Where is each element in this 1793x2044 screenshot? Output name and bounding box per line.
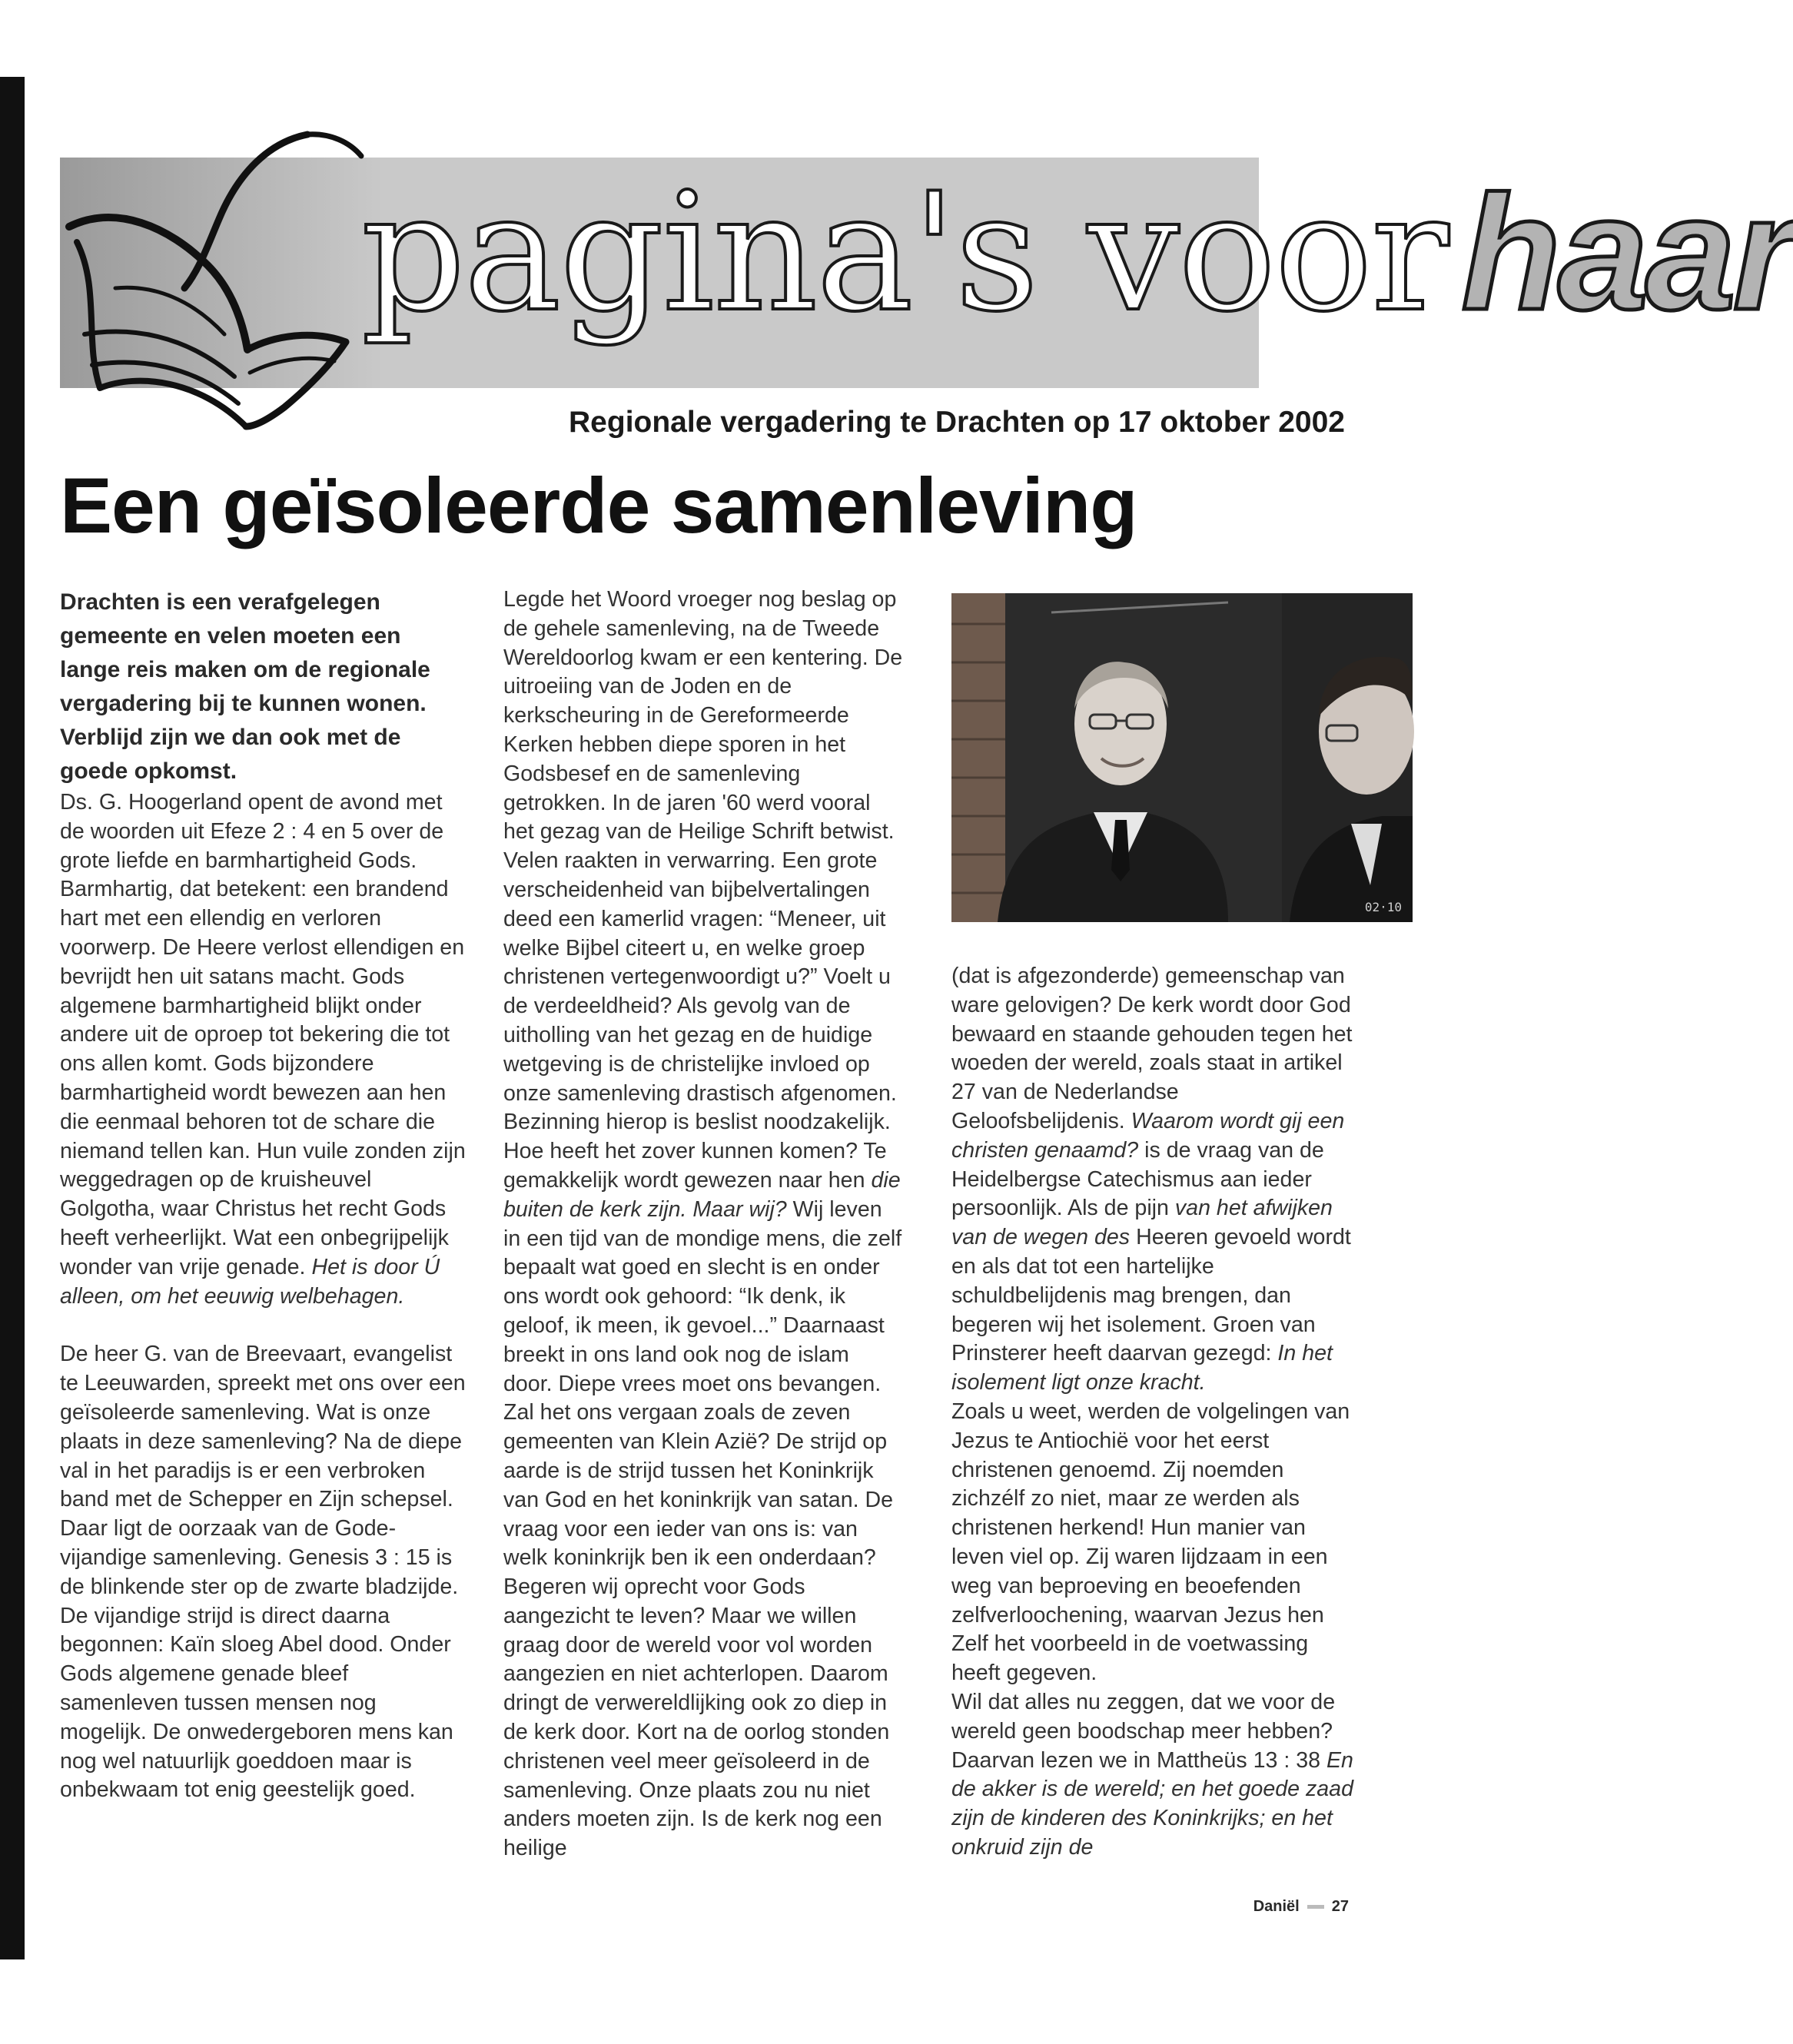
col3-italic-a: Waarom wordt gij een christen genaamd? <box>951 1108 1345 1163</box>
col3-italic-b: van het afwijken van de wegen des <box>951 1196 1333 1250</box>
article-lead: Drachten is een verafgelegen gemeente en velen moeten een lange reis maken om de regionale vergadering bij te kunnen wonen. Verblijd zijn we dan ook met de goede opkomst. <box>60 589 430 784</box>
column-3 <box>951 962 1355 1863</box>
speakers-photo-image <box>951 593 1413 922</box>
col2-text-a: Legde het Woord vroeger nog beslag op de gehele samenleving, na de Tweede Wereldoorlog kwam er een kentering. De uitroeiing van de Joden en de kerkscheuring in de Gereformeerde Kerken hebben diepe sporen in het Godsbesef en de samenleving getrokken. In de jaren '60 werd vooral het gezag van de Heilige Schrift betwist. Velen raakten in verwarring. Een grote verscheidenheid van bijbelvertalingen deed een kamerlid vragen: “Meneer, uit welke Bijbel citeert u, en welke groep christenen vertegenwoordigt u?” Voelt u de verdeeldheid? Als gevolg van de uitholling van het gezag en de huidige wetgeving is de christelijke invloed op onze samenleving drastisch afgenomen. Bezinning hierop is beslist noodzakelijk. Hoe heeft het zover kunnen komen? Te gemakkelijk wordt gewezen naar hen <box>503 587 903 1193</box>
paragraph-church <box>951 962 1355 1398</box>
paragraph-opening-text: Ds. G. Hoogerland opent de avond met de woorden uit Efeze 2 : 4 en 5 over de grote liefde en barmhartigheid Gods. Barmhartig, dat betekent: een brandend hart met een ellendig en verloren voorwerp. De Heere verlost ellendigen en bevrijdt hen uit satans macht. Gods algemene barmhartigheid blijkt onder andere uit de oproep tot bekering die tot ons allen komt. Gods bijzondere barmhartigheid wordt bewezen aan hen die eenmaal behoren tot de schare die niemand tellen kan. Hun vuile zonden zijn weggedragen op de kruisheuvel Golgotha, waar Christus het recht Gods heeft verheerlijkt. Wat een onbegrijpelijk wonder van vrije genade. <box>60 790 466 1279</box>
footer-separator <box>1307 1905 1324 1909</box>
col3-italic-d: En de akker is de wereld; en het goede zaad zijn de kinderen des Koninkrijks; en het onkruid zijn de <box>951 1747 1353 1860</box>
column-2 <box>503 586 903 1863</box>
page-number: 27 <box>1331 1898 1349 1915</box>
paragraph-message <box>951 1688 1355 1863</box>
article-kicker: Regionale vergadering te Drachten op 17 oktober 2002 <box>569 406 1345 439</box>
page-footer <box>1253 1898 1349 1916</box>
paragraph-opening <box>60 788 467 1311</box>
page-edge-bar <box>0 77 25 1959</box>
article-title: Een geïsoleerde samenleving <box>60 462 1137 549</box>
masthead-title <box>361 158 1793 347</box>
col3-text-d: Wil dat alles nu zeggen, dat we voor de wereld geen boodschap meer hebben? Daarvan lezen we in Mattheüs 13 : 38 <box>951 1689 1336 1773</box>
masthead-bold-text: haar <box>1461 161 1793 343</box>
col3-text-c: Heeren gevoeld wordt en als dat tot een hartelijke schuldbelijdenis mag brengen, dan begeren wij het isolement. Groen van Prinsterer heeft daarvan gezegd: <box>951 1225 1351 1366</box>
column-1 <box>60 586 467 1805</box>
col3-text-b: is de vraag van de Heidelbergse Catechismus aan ieder persoonlijk. Als de pijn <box>951 1137 1324 1221</box>
col2-italic: die buiten de kerk zijn. Maar wij? <box>503 1167 901 1222</box>
paragraph-antioch: Zoals u weet, werden de volgelingen van Jezus te Antiochië voor het eerst christenen genoemd. Zij noemden zichzélf zo niet, maar ze werden als christenen herkend! Hun manier van leven viel op. Zij waren lijdzaam in een weg van beproeving en beoefenden zelfverloochening, waarvan Jezus hen Zelf het voorbeeld in de voetwassing heeft gegeven. <box>951 1399 1350 1686</box>
masthead-light-text: pagina's voor <box>361 158 1448 347</box>
photo-code: 02·10 <box>1364 900 1402 914</box>
col3-text-a: (dat is afgezonderde) gemeenschap van ware gelovigen? De kerk wordt door God bewaard en staande gehouden tegen het woeden der wereld, zoals staat in artikel 27 van de Nederlandse Geloofsbelijdenis. <box>951 964 1353 1133</box>
paragraph-speaker: De heer G. van de Breevaart, evangelist te Leeuwarden, spreekt met ons over een geïsoleerde samenleving. Wat is onze plaats in deze samenleving? Na de diepe val in het paradijs is er een verbroken band met de Schepper en Zijn schepsel. Daar ligt de oorzaak van de Gode-vijandige samenleving. Genesis 3 : 15 is de blinkende ster op de zwarte bladzijde. De vijandige strijd is direct daarna begonnen: Kaïn sloeg Abel dood. Onder Gods algemene genade bleef samenleven tussen mensen nog mogelijk. De onwedergeboren mens kan nog wel natuurlijk goeddoen maar is onbekwaam tot enig geestelijk goed. <box>60 1342 466 1803</box>
col2-text-b: Wij leven in een tijd van de mondige mens, die zelf bepaalt wat goed en slecht is en onder ons wordt ook gehoord: “Ik denk, ik geloof, ik meen, ik gevoel...” Daarnaast breekt in ons land ook nog de islam door. Diepe vrees moet ons bevangen. Zal het ons vergaan zoals de zeven gemeenten van Klein Azië? De strijd op aarde is de strijd tussen het Koninkrijk van God en het koninkrijk van satan. De vraag voor een ieder van ons is: van welk koninkrijk ben ik een onderdaan? Begeren wij oprecht voor Gods aangezicht te leven? Maar we willen graag door de wereld voor vol worden aangezien en niet achterlopen. Daarom dringt de verwereldlijking ook zo diep in de kerk door. Kort na de oorlog stonden christenen veel meer geïsoleerd in de samenleving. Onze plaats zou nu niet anders moeten zijn. Is de kerk nog een heilige <box>503 1196 902 1861</box>
col3-italic-c: In het isolement ligt onze kracht. <box>951 1341 1333 1395</box>
speakers-photo <box>951 593 1413 922</box>
magazine-name: Daniël <box>1253 1898 1300 1915</box>
paragraph-column-2 <box>503 586 903 1863</box>
paragraph-opening-quote: Het is door Ú alleen, om het eeuwig welbehagen. <box>60 1254 440 1309</box>
